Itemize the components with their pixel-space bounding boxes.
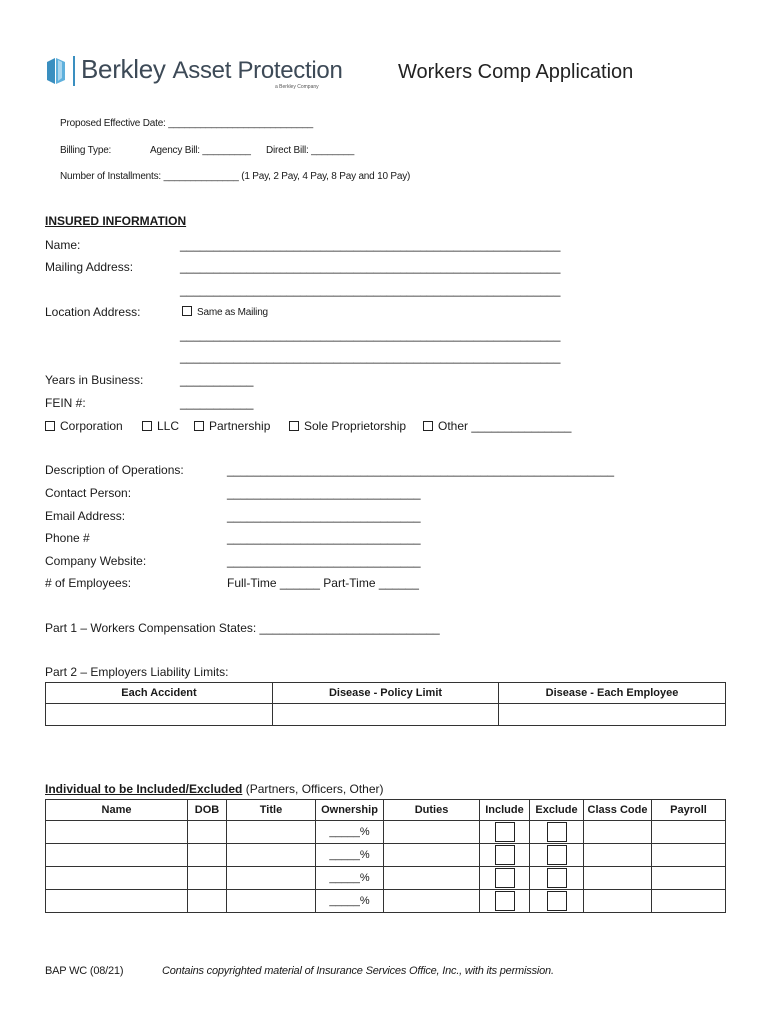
entity-llc[interactable]: [142, 419, 179, 433]
checkbox-icon[interactable]: [45, 421, 55, 431]
website-blank[interactable]: _____________________________: [227, 554, 421, 568]
each-accident-cell[interactable]: [46, 704, 273, 726]
title-cell[interactable]: [227, 890, 316, 913]
column-header: DOB: [188, 800, 227, 821]
checkbox-icon[interactable]: [194, 421, 204, 431]
name-cell[interactable]: [46, 867, 188, 890]
email-label: Email Address:: [45, 509, 126, 523]
column-header: Include: [480, 800, 530, 821]
same-as-mailing-option[interactable]: [182, 306, 268, 318]
location-label: Location Address:: [45, 305, 141, 319]
brand-name: Berkley: [81, 54, 166, 84]
employees-fields[interactable]: Full-Time ______ Part-Time ______: [227, 576, 419, 590]
class-code-cell[interactable]: [584, 867, 652, 890]
checkbox-icon[interactable]: [423, 421, 433, 431]
mailing-label: Mailing Address:: [45, 260, 134, 274]
individuals-table: [45, 799, 726, 913]
checkbox-icon[interactable]: [289, 421, 299, 431]
dob-cell[interactable]: [188, 867, 227, 890]
individuals-note: (Partners, Officers, Other): [245, 782, 384, 796]
entity-label: Corporation: [60, 419, 123, 433]
phone-blank[interactable]: _____________________________: [227, 531, 421, 545]
table-header-row: [46, 683, 726, 704]
exclude-checkbox[interactable]: [547, 891, 567, 911]
email-blank[interactable]: _____________________________: [227, 509, 421, 523]
ownership-cell[interactable]: _____%: [316, 821, 384, 844]
column-header: Title: [227, 800, 316, 821]
effective-date-field[interactable]: Proposed Effective Date: ___________________________: [60, 118, 313, 129]
page-title: Workers Comp Application: [398, 61, 634, 83]
website-label: Company Website:: [45, 554, 147, 568]
title-cell[interactable]: [227, 844, 316, 867]
column-header: Duties: [384, 800, 480, 821]
exclude-cell: [530, 867, 584, 890]
ownership-cell[interactable]: _____%: [316, 867, 384, 890]
name-cell[interactable]: [46, 844, 188, 867]
direct-bill-field[interactable]: Direct Bill: ________: [266, 145, 355, 156]
fein-label: FEIN #:: [45, 396, 86, 410]
part1-states[interactable]: Part 1 – Workers Compensation States: ___________________________: [45, 621, 440, 635]
table-header-row: [46, 800, 726, 821]
column-header: Payroll: [652, 800, 726, 821]
include-checkbox[interactable]: [495, 822, 515, 842]
duties-cell[interactable]: [384, 890, 480, 913]
title-cell[interactable]: [227, 867, 316, 890]
column-header: Disease - Policy Limit: [273, 683, 499, 704]
mailing-blank-2[interactable]: _________________________________________________________: [180, 283, 561, 297]
billing-type-label: Billing Type:: [60, 145, 112, 156]
building-icon: [45, 56, 69, 86]
contact-blank[interactable]: _____________________________: [227, 486, 421, 500]
part2-heading: Part 2 – Employers Liability Limits:: [45, 665, 229, 679]
form-code: BAP WC (08/21): [45, 965, 124, 977]
insured-heading: INSURED INFORMATION: [45, 214, 187, 228]
years-label: Years in Business:: [45, 373, 144, 387]
table-row: [46, 704, 726, 726]
entity-label: Sole Proprietorship: [304, 419, 407, 433]
name-blank[interactable]: _________________________________________________________: [180, 238, 561, 252]
employees-label: # of Employees:: [45, 576, 132, 590]
payroll-cell[interactable]: [652, 867, 726, 890]
payroll-cell[interactable]: [652, 844, 726, 867]
name-cell[interactable]: [46, 821, 188, 844]
entity-sole-proprietorship[interactable]: [289, 419, 406, 433]
table-row: [46, 844, 726, 867]
entity-label: LLC: [157, 419, 180, 433]
exclude-checkbox[interactable]: [547, 868, 567, 888]
exclude-cell: [530, 844, 584, 867]
liability-limits-table: [45, 682, 726, 726]
entity-label: Partnership: [209, 419, 271, 433]
duties-cell[interactable]: [384, 844, 480, 867]
name-label: Name:: [45, 238, 81, 252]
installments-field[interactable]: Number of Installments: ______________ (1 Pay, 2 Pay, 4 Pay, 8 Pay and 10 Pay): [60, 171, 411, 182]
agency-bill-field[interactable]: Agency Bill: _________: [150, 145, 251, 156]
include-checkbox[interactable]: [495, 845, 515, 865]
exclude-cell: [530, 890, 584, 913]
name-cell[interactable]: [46, 890, 188, 913]
exclude-checkbox[interactable]: [547, 822, 567, 842]
dob-cell[interactable]: [188, 890, 227, 913]
table-row: [46, 821, 726, 844]
column-header: Class Code: [584, 800, 652, 821]
individuals-heading: [45, 782, 384, 796]
column-header: Ownership: [316, 800, 384, 821]
entity-partnership[interactable]: [194, 419, 270, 433]
payroll-cell[interactable]: [652, 890, 726, 913]
entity-corporation[interactable]: [45, 419, 123, 433]
column-header: Exclude: [530, 800, 584, 821]
mailing-blank-1[interactable]: _________________________________________________________: [180, 260, 561, 274]
location-blank-1[interactable]: _________________________________________________________: [180, 328, 561, 342]
include-cell: [480, 821, 530, 844]
ownership-cell[interactable]: _____%: [316, 844, 384, 867]
description-label: Description of Operations:: [45, 463, 184, 477]
exclude-cell: [530, 821, 584, 844]
phone-label: Phone #: [45, 531, 90, 545]
column-header: Each Accident: [46, 683, 273, 704]
contact-label: Contact Person:: [45, 486, 132, 500]
brand-sub: a Berkley Company: [275, 84, 319, 90]
location-blank-2[interactable]: _________________________________________________________: [180, 350, 561, 364]
fein-blank[interactable]: ___________: [180, 396, 254, 410]
column-header: Name: [46, 800, 188, 821]
include-checkbox[interactable]: [495, 868, 515, 888]
checkbox-icon[interactable]: [142, 421, 152, 431]
individuals-title: Individual to be Included/Excluded: [45, 782, 243, 796]
years-blank[interactable]: ___________: [180, 373, 254, 387]
description-blank[interactable]: __________________________________________________________: [227, 463, 615, 477]
class-code-cell[interactable]: [584, 890, 652, 913]
duties-cell[interactable]: [384, 867, 480, 890]
each-employee-cell[interactable]: [499, 704, 726, 726]
table-row: [46, 890, 726, 913]
payroll-cell[interactable]: [652, 821, 726, 844]
ownership-cell[interactable]: _____%: [316, 890, 384, 913]
include-cell: [480, 867, 530, 890]
same-as-mailing-label: Same as Mailing: [197, 307, 268, 318]
include-cell: [480, 890, 530, 913]
title-cell[interactable]: [227, 821, 316, 844]
dob-cell[interactable]: [188, 844, 227, 867]
exclude-checkbox[interactable]: [547, 845, 567, 865]
entity-label: Other _______________: [438, 419, 572, 433]
policy-limit-cell[interactable]: [273, 704, 499, 726]
entity-other[interactable]: [423, 419, 571, 433]
same-as-mailing-checkbox[interactable]: [182, 306, 192, 316]
table-row: [46, 867, 726, 890]
class-code-cell[interactable]: [584, 844, 652, 867]
duties-cell[interactable]: [384, 821, 480, 844]
dob-cell[interactable]: [188, 821, 227, 844]
copyright-notice: Contains copyrighted material of Insurance Services Office, Inc., with its permission.: [162, 965, 554, 977]
column-header: Disease - Each Employee: [499, 683, 726, 704]
class-code-cell[interactable]: [584, 821, 652, 844]
include-cell: [480, 844, 530, 867]
brand-product: Asset Protection: [172, 57, 343, 84]
include-checkbox[interactable]: [495, 891, 515, 911]
